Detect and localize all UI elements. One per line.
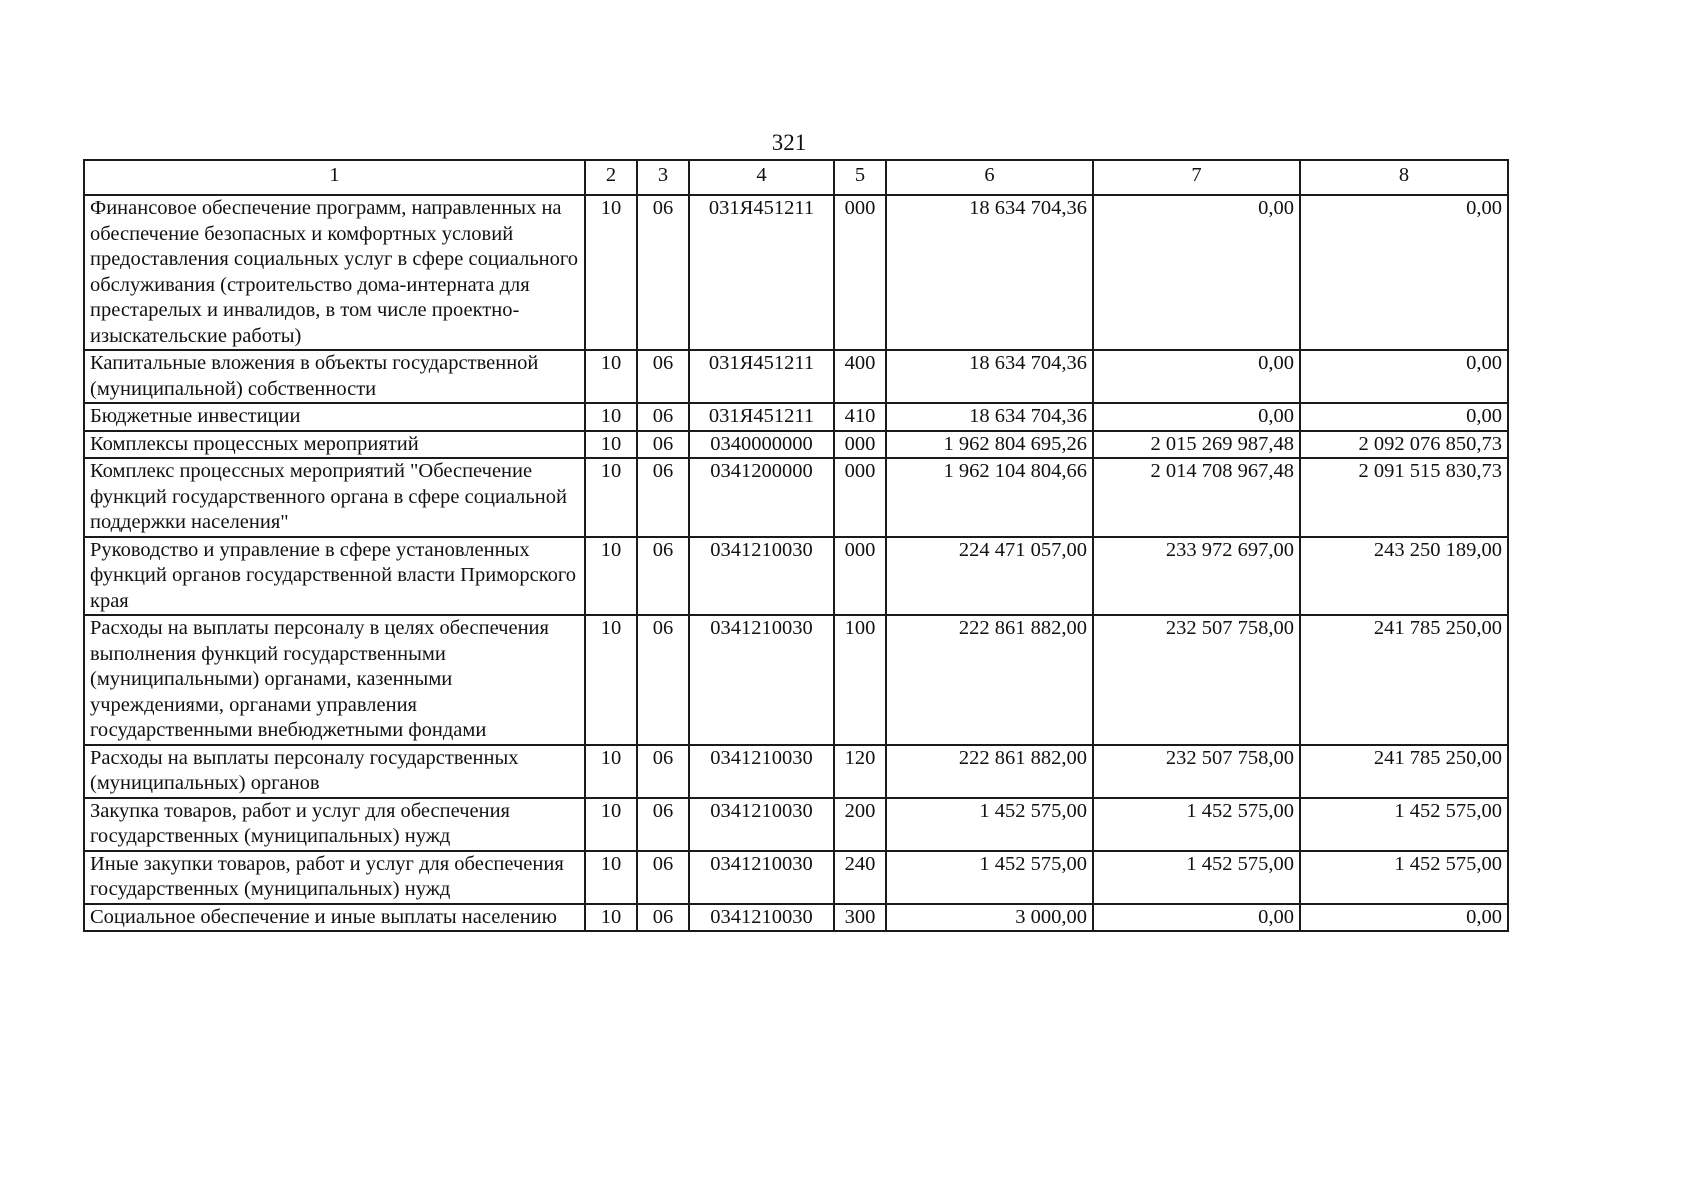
subsection-code: 06 <box>637 431 689 459</box>
column-header: 3 <box>637 160 689 195</box>
table-row <box>84 745 1508 798</box>
section-code: 10 <box>585 745 637 798</box>
table-row <box>84 904 1508 932</box>
amount-col-8: 1 452 575,00 <box>1300 851 1508 904</box>
amount-col-6: 3 000,00 <box>886 904 1093 932</box>
amount-col-8: 241 785 250,00 <box>1300 615 1508 745</box>
subsection-code: 06 <box>637 403 689 431</box>
section-code: 10 <box>585 458 637 537</box>
amount-col-8: 0,00 <box>1300 403 1508 431</box>
subsection-code: 06 <box>637 745 689 798</box>
subsection-code: 06 <box>637 615 689 745</box>
amount-col-8: 243 250 189,00 <box>1300 537 1508 616</box>
amount-col-6: 18 634 704,36 <box>886 350 1093 403</box>
budget-table <box>83 159 1509 932</box>
column-header: 7 <box>1093 160 1300 195</box>
column-header: 6 <box>886 160 1093 195</box>
amount-col-8: 0,00 <box>1300 904 1508 932</box>
section-code: 10 <box>585 431 637 459</box>
amount-col-6: 1 452 575,00 <box>886 851 1093 904</box>
expense-type-code: 000 <box>834 458 886 537</box>
amount-col-8: 1 452 575,00 <box>1300 798 1508 851</box>
amount-col-6: 1 962 104 804,66 <box>886 458 1093 537</box>
column-header: 5 <box>834 160 886 195</box>
subsection-code: 06 <box>637 458 689 537</box>
column-header: 4 <box>689 160 834 195</box>
expense-type-code: 100 <box>834 615 886 745</box>
target-article-code: 0341210030 <box>689 904 834 932</box>
table-row <box>84 851 1508 904</box>
table-row <box>84 615 1508 745</box>
expense-name: Иные закупки товаров, работ и услуг для обеспечения государственных (муниципальных) нужд <box>84 851 585 904</box>
target-article-code: 0341210030 <box>689 615 834 745</box>
amount-col-8: 2 091 515 830,73 <box>1300 458 1508 537</box>
expense-type-code: 120 <box>834 745 886 798</box>
subsection-code: 06 <box>637 904 689 932</box>
amount-col-7: 1 452 575,00 <box>1093 798 1300 851</box>
amount-col-6: 18 634 704,36 <box>886 195 1093 350</box>
amount-col-7: 0,00 <box>1093 350 1300 403</box>
amount-col-6: 222 861 882,00 <box>886 745 1093 798</box>
amount-col-7: 233 972 697,00 <box>1093 537 1300 616</box>
subsection-code: 06 <box>637 350 689 403</box>
section-code: 10 <box>585 537 637 616</box>
target-article-code: 031Я451211 <box>689 403 834 431</box>
target-article-code: 0341210030 <box>689 745 834 798</box>
amount-col-6: 1 452 575,00 <box>886 798 1093 851</box>
target-article-code: 0341210030 <box>689 798 834 851</box>
subsection-code: 06 <box>637 537 689 616</box>
amount-col-8: 241 785 250,00 <box>1300 745 1508 798</box>
amount-col-7: 0,00 <box>1093 403 1300 431</box>
expense-name: Капитальные вложения в объекты государственной (муниципальной) собственности <box>84 350 585 403</box>
amount-col-8: 0,00 <box>1300 350 1508 403</box>
amount-col-7: 0,00 <box>1093 904 1300 932</box>
target-article-code: 0341210030 <box>689 537 834 616</box>
expense-type-code: 000 <box>834 431 886 459</box>
section-code: 10 <box>585 195 637 350</box>
amount-col-7: 232 507 758,00 <box>1093 745 1300 798</box>
column-header: 8 <box>1300 160 1508 195</box>
subsection-code: 06 <box>637 798 689 851</box>
page-number: 321 <box>771 130 807 155</box>
expense-name: Закупка товаров, работ и услуг для обеспечения государственных (муниципальных) нужд <box>84 798 585 851</box>
amount-col-8: 0,00 <box>1300 195 1508 350</box>
target-article-code: 0341200000 <box>689 458 834 537</box>
amount-col-7: 2 014 708 967,48 <box>1093 458 1300 537</box>
target-article-code: 031Я451211 <box>689 195 834 350</box>
expense-name: Расходы на выплаты персоналу в целях обеспечения выполнения функций государственными (муниципальными) органами, казенными учреждениями, органами управления государственными внебюджетными фондами <box>84 615 585 745</box>
section-code: 10 <box>585 798 637 851</box>
section-code: 10 <box>585 615 637 745</box>
expense-name: Расходы на выплаты персоналу государственных (муниципальных) органов <box>84 745 585 798</box>
column-header: 1 <box>84 160 585 195</box>
target-article-code: 031Я451211 <box>689 350 834 403</box>
section-code: 10 <box>585 904 637 932</box>
amount-col-6: 224 471 057,00 <box>886 537 1093 616</box>
expense-type-code: 200 <box>834 798 886 851</box>
section-code: 10 <box>585 403 637 431</box>
amount-col-6: 18 634 704,36 <box>886 403 1093 431</box>
expense-name: Комплексы процессных мероприятий <box>84 431 585 459</box>
amount-col-7: 232 507 758,00 <box>1093 615 1300 745</box>
table-row <box>84 431 1508 459</box>
expense-name: Руководство и управление в сфере установленных функций органов государственной власти Приморского края <box>84 537 585 616</box>
expense-type-code: 300 <box>834 904 886 932</box>
expense-type-code: 400 <box>834 350 886 403</box>
target-article-code: 0341210030 <box>689 851 834 904</box>
amount-col-8: 2 092 076 850,73 <box>1300 431 1508 459</box>
expense-name: Социальное обеспечение и иные выплаты населению <box>84 904 585 932</box>
expense-type-code: 240 <box>834 851 886 904</box>
table-row <box>84 350 1508 403</box>
section-code: 10 <box>585 350 637 403</box>
amount-col-6: 1 962 804 695,26 <box>886 431 1093 459</box>
expense-name: Бюджетные инвестиции <box>84 403 585 431</box>
amount-col-7: 1 452 575,00 <box>1093 851 1300 904</box>
column-number-row <box>84 160 1508 195</box>
amount-col-6: 222 861 882,00 <box>886 615 1093 745</box>
amount-col-7: 2 015 269 987,48 <box>1093 431 1300 459</box>
expense-type-code: 000 <box>834 195 886 350</box>
table-row <box>84 537 1508 616</box>
subsection-code: 06 <box>637 851 689 904</box>
expense-name: Финансовое обеспечение программ, направленных на обеспечение безопасных и комфортных условий предоставления социальных услуг в сфере социального обслуживания (строительство дома-интерната для престарелых и инвалидов, в том числе проектно-изыскательские работы) <box>84 195 585 350</box>
table-row <box>84 403 1508 431</box>
expense-type-code: 410 <box>834 403 886 431</box>
table-row <box>84 195 1508 350</box>
amount-col-7: 0,00 <box>1093 195 1300 350</box>
section-code: 10 <box>585 851 637 904</box>
expense-name: Комплекс процессных мероприятий "Обеспечение функций государственного органа в сфере социальной поддержки населения" <box>84 458 585 537</box>
target-article-code: 0340000000 <box>689 431 834 459</box>
subsection-code: 06 <box>637 195 689 350</box>
column-header: 2 <box>585 160 637 195</box>
table-row <box>84 798 1508 851</box>
table-row <box>84 458 1508 537</box>
expense-type-code: 000 <box>834 537 886 616</box>
